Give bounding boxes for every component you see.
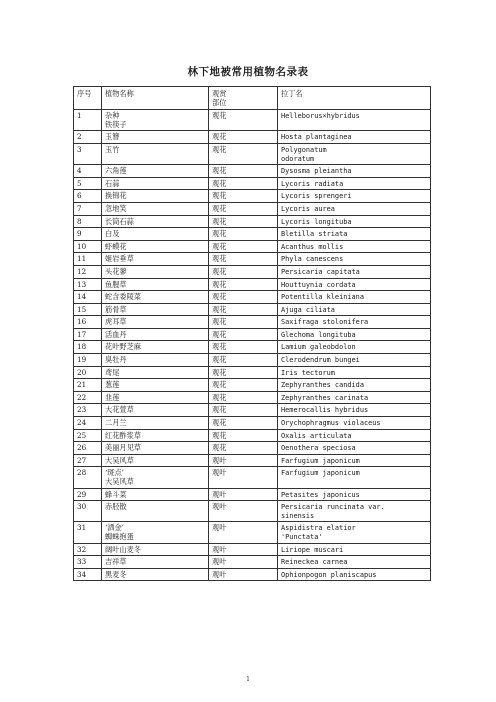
latin-name-line: Polygonatum [281,145,327,154]
cell-latin-name [278,190,431,203]
latin-name-line: Houttuynia cordata [281,280,356,289]
latin-name-line: Potentilla kleiniana [281,293,364,302]
table-row [74,291,431,304]
cell-no: 4 [74,165,102,178]
latin-name-line: Ajuga ciliata [281,305,335,314]
cell-no: 20 [74,366,102,379]
latin-name-line: Farfugium japonicum [281,469,360,478]
cell-plant-name [102,228,209,241]
cell-plant-name [102,202,209,215]
table-row [74,110,431,131]
table-row [74,202,431,215]
plant-name-line: 臭牡丹 [105,355,127,365]
cell-ornamental-part: 观花 [209,316,278,329]
latin-name-line: Farfugium japonicum [281,456,360,465]
cell-latin-name [278,354,431,367]
table-row [74,240,431,253]
plant-name-line: 大吴风草 [105,455,134,465]
latin-name-line: Petasites japonicus [281,490,360,499]
cell-no: 13 [74,278,102,291]
table-row [74,379,431,392]
cell-latin-name [278,165,431,178]
latin-name-line: Aspidistra elatior [281,524,356,533]
latin-name-line: sinensis [281,511,315,520]
page-number: 1 [246,676,250,683]
cell-no: 29 [74,488,102,501]
table-header-row [74,87,431,110]
cell-latin-name [278,265,431,278]
plant-name-line: 蜂斗菜 [105,489,127,499]
cell-plant-name [102,417,209,430]
header-type [209,87,278,110]
latin-name-line: Clerodendrum bungei [281,356,360,365]
latin-name-line: Reineckea carnea [281,558,348,567]
latin-name-line: Lycoris radiata [281,179,344,188]
cell-latin-name [278,404,431,417]
cell-latin-name [278,202,431,215]
cell-no: 10 [74,240,102,253]
cell-latin-name [278,240,431,253]
cell-no: 26 [74,442,102,455]
table-row [74,366,431,379]
latin-name-line: Zephyranthes carinata [281,393,369,402]
latin-name-line: Oenothera speciosa [281,444,356,453]
latin-name-line: Oxalis articulata [281,431,352,440]
cell-no: 7 [74,202,102,215]
cell-latin-name [278,429,431,442]
cell-ornamental-part: 观花 [209,417,278,430]
plant-name-line: 花叶野芝麻 [105,342,141,352]
cell-plant-name [102,240,209,253]
cell-ornamental-part: 观花 [209,303,278,316]
table-row [74,253,431,266]
latin-name-line: Phyla canescens [281,255,344,264]
cell-latin-name [278,228,431,241]
cell-plant-name [102,354,209,367]
cell-no: 21 [74,379,102,392]
table-row [74,522,431,543]
table-row [74,467,431,488]
cell-plant-name [102,556,209,569]
cell-latin-name [278,328,431,341]
cell-plant-name [102,215,209,228]
table-row [74,328,431,341]
table-row [74,177,431,190]
latin-name-line: Lamium galeobdolon [281,343,356,352]
latin-name-line: Ophionpogon planiscapus [281,570,377,579]
cell-no: 23 [74,404,102,417]
plant-name-line: 白及 [105,229,120,239]
cell-ornamental-part: 观花 [209,110,278,131]
table-row [74,501,431,522]
cell-plant-name [102,177,209,190]
cell-latin-name [278,177,431,190]
table-row [74,143,431,164]
cell-latin-name [278,278,431,291]
latin-name-line: Lycoris longituba [281,217,352,226]
cell-latin-name [278,488,431,501]
plant-name-line: 大吴风草 [105,477,134,486]
cell-ornamental-part: 观花 [209,278,278,291]
cell-no: 31 [74,522,102,543]
table-row [74,417,431,430]
latin-name-line: Persicaria runcinata var. [281,503,385,512]
cell-plant-name [102,165,209,178]
table-row [74,165,431,178]
cell-ornamental-part: 观花 [209,379,278,392]
table-row [74,190,431,203]
plant-name-line: 虾蟆花 [105,241,127,251]
header-type-line1: 观赏 [212,89,227,98]
cell-plant-name [102,488,209,501]
cell-plant-name [102,265,209,278]
plant-name-line: 杂种 [105,111,120,121]
cell-no: 18 [74,341,102,354]
cell-latin-name [278,131,431,144]
cell-no: 1 [74,110,102,131]
latin-name-line: Orychophragmus violaceus [281,419,381,428]
cell-ornamental-part: 观花 [209,143,278,164]
plant-name-line: 玉竹 [105,144,120,154]
cell-ornamental-part: 观花 [209,354,278,367]
table-row [74,316,431,329]
cell-latin-name [278,391,431,404]
table-row [74,454,431,467]
latin-name-line: Lycoris aurea [281,204,335,213]
cell-ornamental-part: 观叶 [209,467,278,488]
latin-name-line: Saxifraga stolonifera [281,318,369,327]
plant-name-line: 头花蓼 [105,266,127,276]
cell-plant-name [102,303,209,316]
latin-name-line: Hosta plantaginea [281,133,352,142]
plant-name-line: 玉簪 [105,132,120,142]
latin-name-line: 'Punctata' [281,532,323,541]
table-row [74,568,431,581]
cell-plant-name [102,391,209,404]
latin-name-line: Liriope muscari [281,545,344,554]
plant-name-line: 阔叶山麦冬 [105,544,141,554]
plant-name-line: 韭莲 [105,392,120,402]
plant-name-line: 换锦花 [105,191,127,201]
cell-latin-name [278,454,431,467]
plant-name-line: 筋骨草 [105,304,127,314]
table-row [74,278,431,291]
plant-name-line: 黑麦冬 [105,569,127,579]
latin-name-line: Lycoris sprengeri [281,192,352,201]
plant-name-line: 鱼腥草 [105,279,127,289]
cell-plant-name [102,429,209,442]
latin-name-line: Zephyranthes candida [281,381,364,390]
plant-name-line: 鸢尾 [105,367,120,377]
cell-latin-name [278,143,431,164]
cell-ornamental-part: 观花 [209,442,278,455]
cell-ornamental-part: 观花 [209,202,278,215]
cell-plant-name [102,316,209,329]
cell-ornamental-part: 观叶 [209,501,278,522]
plant-name-line: 铁筷子 [105,119,127,129]
cell-plant-name [102,341,209,354]
cell-ornamental-part: 观叶 [209,543,278,556]
cell-latin-name [278,215,431,228]
cell-latin-name [278,522,431,543]
table-row [74,442,431,455]
cell-ornamental-part: 观花 [209,131,278,144]
cell-plant-name [102,543,209,556]
cell-plant-name [102,366,209,379]
cell-no: 6 [74,190,102,203]
plant-name-line: 赤胫散 [105,502,127,512]
cell-no: 17 [74,328,102,341]
cell-plant-name [102,110,209,131]
cell-plant-name [102,131,209,144]
cell-no: 5 [74,177,102,190]
cell-no: 24 [74,417,102,430]
plant-name-line: 长筒石蒜 [105,216,134,226]
cell-ornamental-part: 观花 [209,265,278,278]
plant-name-line: 大花萱草 [105,405,134,415]
cell-ornamental-part: 观花 [209,177,278,190]
plant-name-line: 美丽月见草 [105,443,141,453]
cell-latin-name [278,379,431,392]
table-row [74,404,431,417]
table-row [74,543,431,556]
latin-name-line: Persicaria capitata [281,267,360,276]
cell-ornamental-part: 观花 [209,215,278,228]
latin-name-line: Hemerocallis hybridus [281,406,369,415]
plant-name-line: 忽地笑 [105,203,127,213]
cell-plant-name [102,522,209,543]
cell-latin-name [278,253,431,266]
table-row [74,131,431,144]
latin-name-line: Iris tectorum [281,368,335,377]
plant-name-line: 二月兰 [105,418,127,428]
table-row [74,215,431,228]
cell-no: 2 [74,131,102,144]
plant-name-line: 葱莲 [105,380,120,390]
table-row [74,429,431,442]
plant-name-line: 蛇含委陵菜 [105,292,141,302]
latin-name-line: Dysosma pleiantha [281,167,352,176]
cell-no: 15 [74,303,102,316]
cell-plant-name [102,379,209,392]
table-row [74,354,431,367]
table-row [74,265,431,278]
cell-ornamental-part: 观叶 [209,488,278,501]
cell-plant-name [102,190,209,203]
plant-name-line: 红花酢浆草 [105,430,141,440]
cell-latin-name [278,467,431,488]
cell-latin-name [278,366,431,379]
plant-name-line: 石蒜 [105,178,120,188]
cell-ornamental-part: 观叶 [209,522,278,543]
table-row [74,303,431,316]
table-row [74,556,431,569]
table-row [74,391,431,404]
cell-ornamental-part: 观叶 [209,568,278,581]
cell-ornamental-part: 观花 [209,228,278,241]
header-no: 序号 [74,87,102,110]
cell-no: 30 [74,501,102,522]
cell-no: 19 [74,354,102,367]
cell-ornamental-part: 观花 [209,328,278,341]
latin-name-line: Bletilla striata [281,230,348,239]
cell-latin-name [278,417,431,430]
plant-name-line: 蜘蛛抱蛋 [105,531,134,541]
header-type-line2: 部位 [212,97,227,107]
cell-no: 16 [74,316,102,329]
cell-no: 11 [74,253,102,266]
cell-latin-name [278,568,431,581]
cell-no: 3 [74,143,102,164]
cell-plant-name [102,501,209,522]
cell-latin-name [278,316,431,329]
latin-name-line: Helleborus×hybridus [281,112,360,121]
cell-latin-name [278,543,431,556]
latin-name-line: odoratum [281,154,315,163]
cell-ornamental-part: 观花 [209,391,278,404]
cell-ornamental-part: 观花 [209,165,278,178]
cell-plant-name [102,253,209,266]
cell-plant-name [102,568,209,581]
plant-name-line: 活血丹 [105,329,127,339]
cell-ornamental-part: 观花 [209,366,278,379]
cell-no: 22 [74,391,102,404]
cell-no: 9 [74,228,102,241]
cell-plant-name [102,442,209,455]
cell-ornamental-part: 观花 [209,404,278,417]
header-name: 植物名称 [102,87,209,110]
cell-no: 34 [74,568,102,581]
table-body [74,110,431,581]
cell-latin-name [278,501,431,522]
cell-no: 14 [74,291,102,304]
table-row [74,341,431,354]
cell-no: 8 [74,215,102,228]
cell-plant-name [102,291,209,304]
latin-name-line: Glechoma longituba [281,330,356,339]
cell-no: 28 [74,467,102,488]
plant-name-line: 虎耳草 [105,317,127,327]
plant-name-line: 吉祥草 [105,557,127,567]
page-title: 林下地被常用植物名录表 [187,66,309,78]
plant-list-table [73,86,431,581]
plant-name-line: ‘洒金’ [105,523,124,533]
cell-latin-name [278,291,431,304]
cell-plant-name [102,143,209,164]
cell-ornamental-part: 观花 [209,291,278,304]
cell-latin-name [278,442,431,455]
plant-name-line: 六角莲 [105,166,127,176]
cell-plant-name [102,278,209,291]
cell-no: 25 [74,429,102,442]
latin-name-line: Acanthus mollis [281,242,344,251]
cell-plant-name [102,467,209,488]
plant-name-line: 姬岩垂草 [105,254,134,264]
cell-plant-name [102,328,209,341]
cell-ornamental-part: 观花 [209,240,278,253]
cell-ornamental-part: 观叶 [209,454,278,467]
cell-plant-name [102,404,209,417]
cell-latin-name [278,303,431,316]
cell-plant-name [102,454,209,467]
cell-ornamental-part: 观花 [209,341,278,354]
cell-no: 33 [74,556,102,569]
plant-name-line: ‘斑点’ [105,468,124,478]
cell-latin-name [278,341,431,354]
cell-ornamental-part: 观叶 [209,556,278,569]
cell-ornamental-part: 观花 [209,429,278,442]
cell-latin-name [278,110,431,131]
table-row [74,228,431,241]
cell-no: 12 [74,265,102,278]
cell-no: 32 [74,543,102,556]
cell-no: 27 [74,454,102,467]
cell-latin-name [278,556,431,569]
cell-ornamental-part: 观花 [209,253,278,266]
header-latin: 拉丁名 [278,87,431,110]
table-row [74,488,431,501]
cell-ornamental-part: 观花 [209,190,278,203]
